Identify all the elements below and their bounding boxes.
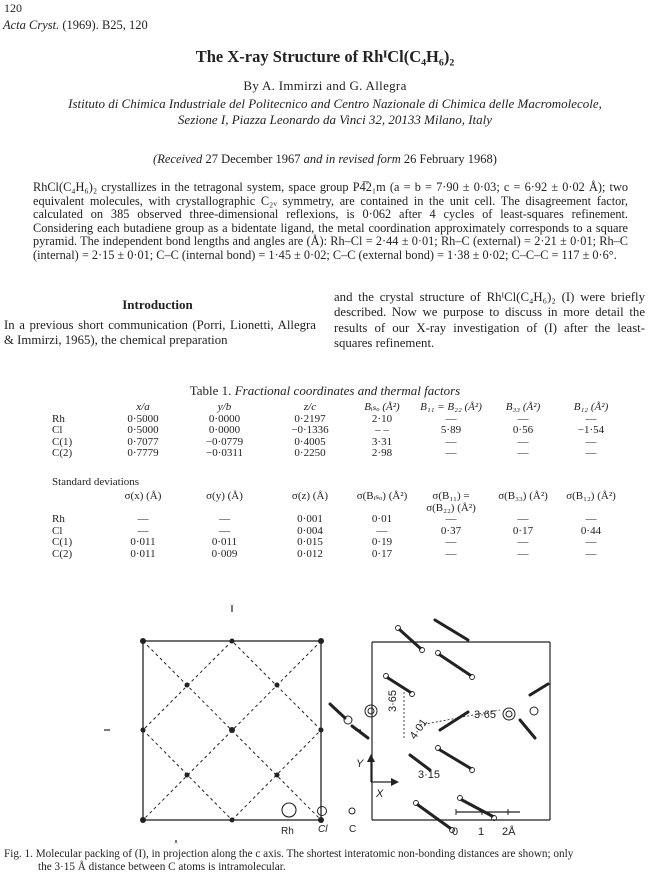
std-table-header-2: σ(B₂₂) (Å²) [426, 501, 476, 514]
coordinates-table [52, 402, 626, 460]
journal-volume: (1969). B25, 120 [62, 18, 148, 32]
abstract [33, 181, 628, 263]
distance-label: 3·65 [474, 709, 497, 721]
table-row: Rh 0·5000 0·0000 0·2197 2·10 — — — [52, 412, 597, 425]
affiliation-line-1: Istituto di Chimica Industriale del Politecnico and Centro Nazionale di Chimica delle Macromolecole, [68, 96, 602, 111]
std-table-header: σ(x) (Å) σ(y) (Å) σ(z) (Å) σ(Bᵢₛₒ) (Å²) σ(B₁₁) = σ(B₃₃) (Å²) σ(B₁₂) (Å²) [124, 490, 616, 502]
table-row: C(2) 0·011 0·009 0·012 0·17 — — — [52, 547, 597, 560]
distance-label: 3·15 [418, 769, 441, 781]
received-open: (Received [153, 152, 203, 166]
legend-cl: Cl [318, 824, 328, 835]
std-deviations-table [52, 491, 626, 560]
caption-line-1: Fig. 1. Molecular packing of (I), in projection along the c axis. The shortest interatomic non-bonding distances are shown; only [4, 848, 574, 860]
header-b33: B₃₃ (Å²) [505, 401, 541, 413]
molecular-packing-figure [0, 600, 650, 845]
axis-y-label: Y [356, 758, 364, 770]
header-b12: B₁₂ (Å²) [573, 401, 609, 413]
journal-name: Acta Cryst. [3, 18, 60, 32]
received-dates [0, 152, 650, 167]
table-caption [0, 383, 650, 399]
table-row: C(1) 0·011 0·011 0·015 0·19 — — — [52, 536, 597, 548]
received-date: 27 December 1967 [205, 152, 301, 166]
affiliation-line-2: Sezione I, Piazza Leonardo da Vinci 32, 20133 Milano, Italy [177, 112, 493, 127]
table-row: Cl — — 0·004 — 0·37 0·17 0·44 [52, 524, 602, 537]
legend-rh: Rh [281, 826, 294, 837]
section-heading-introduction: Introduction [122, 297, 193, 312]
atom-legend [282, 803, 355, 817]
header-biso: Bᵢₛₒ (Å²) [364, 401, 400, 413]
intro-right-column [334, 290, 645, 351]
authors: By A. Immirzi and G. Allegra [243, 78, 407, 93]
journal-reference [3, 18, 148, 33]
table-row: C(2) 0·7779 −0·0311 0·2250 2·98 — — — [52, 447, 597, 459]
intro-right-text: and the crystal structure of RhᴵCl(C₄H₆)₂ (I) were briefly described. Now we purpose to discuss in more detail the results of our X-ray investigation of (I) after the least-squares refinement. [334, 290, 645, 350]
affiliation [20, 96, 650, 128]
scale-label: 1 [478, 826, 485, 838]
table-row: C(1) 0·7077 −0·0779 0·4005 3·31 — — — [52, 435, 597, 448]
table-row: Rh — — 0·001 0·01 — — — [52, 513, 597, 525]
legend-c: C [349, 824, 357, 835]
scale-label: 0 [452, 826, 459, 838]
lattice-projection [104, 605, 361, 843]
axis-x-label: X [376, 788, 384, 800]
scale-label: 2Å [502, 826, 516, 838]
std-deviations-label: Standard deviations [52, 476, 140, 488]
unit-cell-packing [330, 620, 550, 833]
intro-left-column [4, 318, 316, 349]
header-z: z/c [303, 401, 317, 413]
revised-label: and in revised form [303, 152, 401, 166]
revised-date: 26 February 1968) [403, 152, 497, 166]
caption-line-2: the 3·15 Å distance between C atoms is intramolecular. [38, 860, 286, 873]
intro-left-text: In a previous short communication (Porri, Lionetti, Allegra & Immirzi, 1965), the chemical preparation [4, 318, 316, 348]
abstract-text: RhCl(C₄H₆)₂ crystallizes in the tetragonal system, space group P4̅2₁m (a = b = 7·90 ± 0·03; c = 6·92 ± 0·02 Å); two equivalent molecules, with crystallographic C₂ᵥ symmetry, are contained in the unit cell. The disagreement factor, calculated on 385 observed three-dimensional reflexions, is 0·062 after 4 cycles of least-squares refinement. Considering each butadiene group as a bidentate ligand, the metal coordination approximately corresponds to a square pyramid. The independent bond lengths and angles are (Å): Rh–Cl = 2·44 ± 0·01; Rh–C (external) = 2·21 ± 0·01; Rh–C (internal) = 2·15 ± 0·01; C–C (internal bond) = 1·45 ± 0·02; C–C (external bond) = 1·38 ± 0·02; C–C–C = 117 ± 0·6°. [33, 180, 628, 262]
header-b11: B₁₁ = B₂₂ (Å²) [420, 401, 482, 413]
header-x: x/a [136, 401, 150, 413]
header-y: y/b [217, 401, 232, 413]
table-row: Cl 0·5000 0·0000 −0·1336 – – 5·89 0·56 −1·54 [52, 424, 605, 436]
page-number: 120 [4, 1, 22, 15]
figure-caption [4, 848, 646, 873]
table-caption-prefix: Table 1. [189, 383, 232, 398]
distance-label: 3·65 [387, 689, 399, 712]
table-caption-text: Fractional coordinates and thermal factors [234, 383, 461, 398]
distance-label: 4·01 [407, 716, 431, 742]
coordinates-table-header [52, 402, 626, 414]
article-title: The X-ray Structure of RhᴵCl(C₄H₆)₂ [195, 47, 455, 66]
